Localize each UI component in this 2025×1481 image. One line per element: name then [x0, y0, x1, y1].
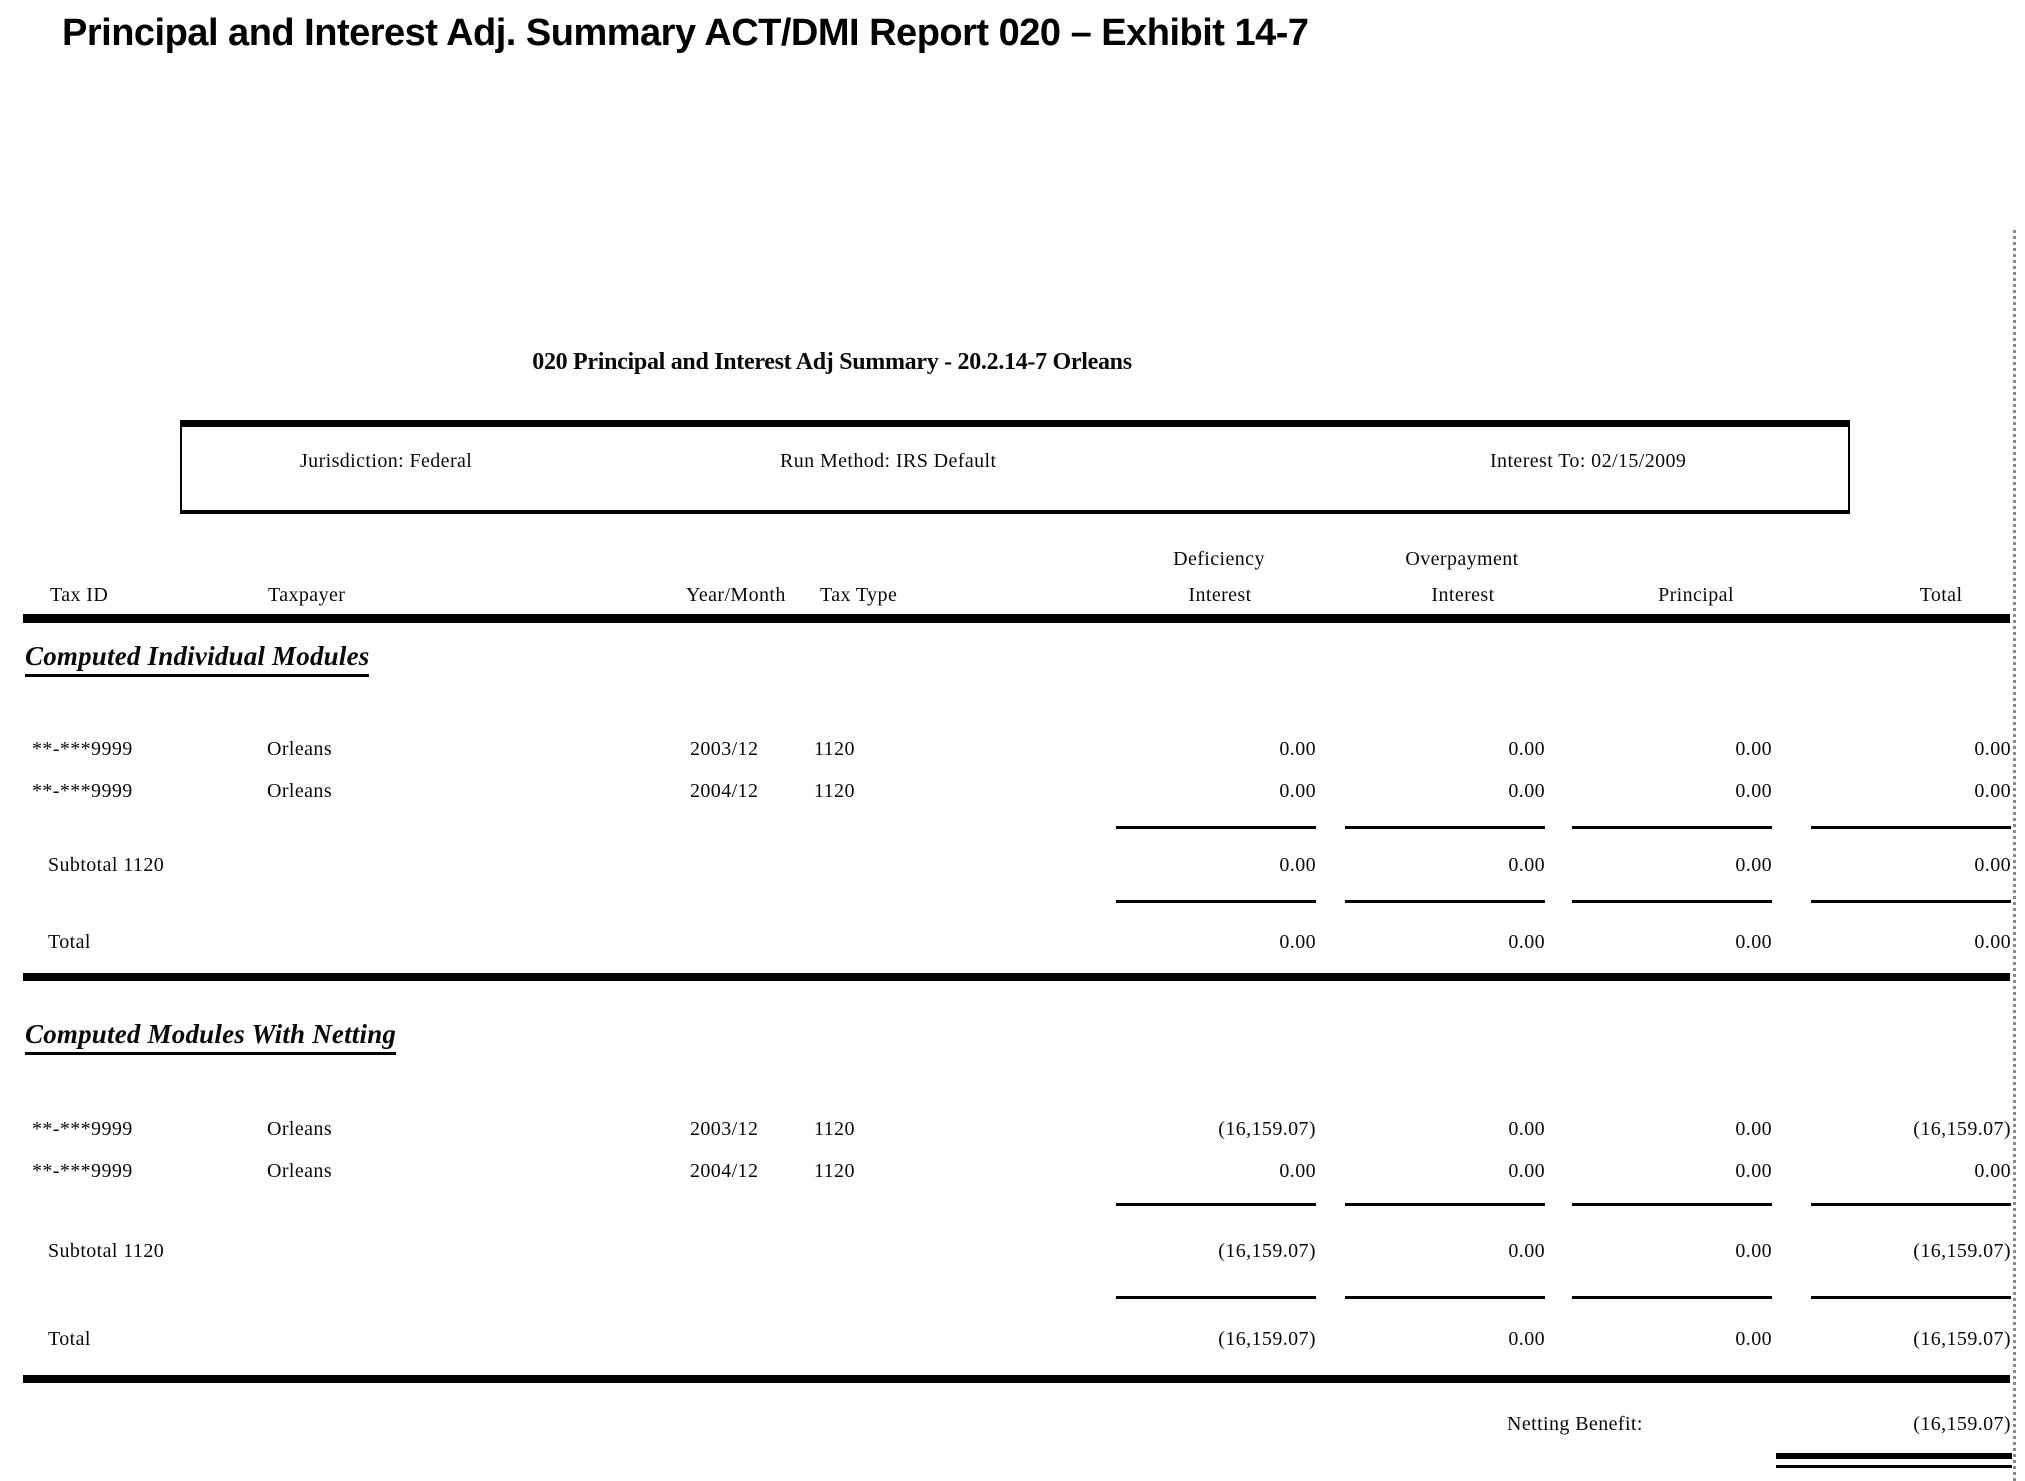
overpayment-interest-cell: 0.00 — [1508, 780, 1545, 802]
total-cell: (16,159.07) — [1913, 1240, 2011, 1262]
column-header-row-1 — [0, 548, 2025, 574]
column-underline — [1811, 1203, 2011, 1206]
total-cell: (16,159.07) — [1913, 1118, 2011, 1140]
total-cell: 0.00 — [1974, 931, 2011, 953]
column-header-tax-id: Tax ID — [50, 584, 109, 606]
tax-type-cell: 1120 — [814, 1118, 855, 1140]
column-underline — [1345, 1203, 1545, 1206]
table-row — [0, 738, 2025, 764]
total-cell: 0.00 — [1974, 780, 2011, 802]
column-underline — [1572, 826, 1772, 829]
year-month-cell: 2004/12 — [690, 1160, 759, 1182]
column-underline — [1811, 1296, 2011, 1299]
tax-type-cell: 1120 — [814, 780, 855, 802]
subtotal-row — [0, 1240, 2025, 1266]
overpayment-interest-cell: 0.00 — [1508, 1240, 1545, 1262]
column-header-tax-type: Tax Type — [820, 584, 898, 606]
total-label: Total — [48, 931, 91, 953]
column-header-principal: Principal — [1658, 584, 1734, 606]
column-underline-group — [0, 900, 2025, 926]
principal-cell: 0.00 — [1735, 1160, 1772, 1182]
column-header-taxpayer: Taxpayer — [268, 584, 346, 606]
deficiency-interest-cell: 0.00 — [1279, 854, 1316, 876]
netting-benefit-label: Netting Benefit: — [1507, 1413, 1643, 1435]
column-header-overpayment: Overpayment — [1405, 548, 1519, 570]
table-row — [0, 780, 2025, 806]
header-rule — [23, 614, 2010, 623]
jurisdiction-label: Jurisdiction: Federal — [300, 450, 473, 472]
subtotal-row — [0, 854, 2025, 880]
column-underline-group — [0, 826, 2025, 852]
page-edge-dotted-line — [2013, 230, 2016, 1481]
taxpayer-cell: Orleans — [267, 1118, 332, 1140]
section-heading-individual-modules: Computed Individual Modules — [25, 641, 369, 677]
column-header-year-month: Year/Month — [686, 584, 786, 606]
column-underline — [1811, 900, 2011, 903]
report-title: 020 Principal and Interest Adj Summary - 20.2.14-7 Orleans — [532, 349, 1132, 375]
netting-benefit-row — [0, 1413, 2025, 1439]
column-header-overpayment-interest: Interest — [1431, 584, 1495, 606]
column-underline — [1116, 826, 1316, 829]
subtotal-label: Subtotal 1120 — [48, 1240, 165, 1262]
year-month-cell: 2004/12 — [690, 780, 759, 802]
overpayment-interest-cell: 0.00 — [1508, 1160, 1545, 1182]
taxpayer-cell: Orleans — [267, 780, 332, 802]
column-underline — [1345, 900, 1545, 903]
column-underline — [1345, 1296, 1545, 1299]
overpayment-interest-cell: 0.00 — [1508, 1328, 1545, 1350]
principal-cell: 0.00 — [1735, 1328, 1772, 1350]
run-method-label: Run Method: IRS Default — [780, 450, 997, 472]
deficiency-interest-cell: 0.00 — [1279, 738, 1316, 760]
tax-type-cell: 1120 — [814, 1160, 855, 1182]
deficiency-interest-cell: (16,159.07) — [1218, 1328, 1316, 1350]
overpayment-interest-cell: 0.00 — [1508, 931, 1545, 953]
overpayment-interest-cell: 0.00 — [1508, 854, 1545, 876]
column-underline — [1572, 1203, 1772, 1206]
column-header-deficiency: Deficiency — [1173, 548, 1265, 570]
deficiency-interest-cell: 0.00 — [1279, 1160, 1316, 1182]
section-heading-modules-with-netting: Computed Modules With Netting — [25, 1019, 396, 1055]
total-cell: 0.00 — [1974, 854, 2011, 876]
tax-id-cell: **-***9999 — [32, 1118, 133, 1140]
overpayment-interest-cell: 0.00 — [1508, 738, 1545, 760]
section-divider-rule — [23, 973, 2010, 981]
column-underline — [1572, 1296, 1772, 1299]
total-row — [0, 1328, 2025, 1354]
column-underline — [1345, 826, 1545, 829]
column-underline — [1116, 1296, 1316, 1299]
column-underline — [1116, 1203, 1316, 1206]
deficiency-interest-cell: 0.00 — [1279, 780, 1316, 802]
netting-benefit-double-rule-bottom — [1776, 1465, 2012, 1468]
column-header-total: Total — [1919, 584, 1963, 606]
column-underline-group — [0, 1296, 2025, 1322]
deficiency-interest-cell: (16,159.07) — [1218, 1240, 1316, 1262]
column-header-deficiency-interest: Interest — [1188, 584, 1252, 606]
table-row — [0, 1118, 2025, 1144]
taxpayer-cell: Orleans — [267, 1160, 332, 1182]
column-underline-group — [0, 1203, 2025, 1229]
netting-benefit-value: (16,159.07) — [1913, 1413, 2011, 1435]
tax-id-cell: **-***9999 — [32, 738, 133, 760]
principal-cell: 0.00 — [1735, 854, 1772, 876]
column-header-row-2 — [0, 584, 2025, 610]
column-underline — [1811, 826, 2011, 829]
section-divider-rule — [23, 1375, 2010, 1383]
deficiency-interest-cell: (16,159.07) — [1218, 1118, 1316, 1140]
column-underline — [1116, 900, 1316, 903]
total-label: Total — [48, 1328, 91, 1350]
principal-cell: 0.00 — [1735, 1240, 1772, 1262]
tax-id-cell: **-***9999 — [32, 780, 133, 802]
principal-cell: 0.00 — [1735, 738, 1772, 760]
principal-cell: 0.00 — [1735, 1118, 1772, 1140]
netting-benefit-double-rule-top — [1776, 1453, 2012, 1459]
total-row — [0, 931, 2025, 957]
page-title: Principal and Interest Adj. Summary ACT/DMI Report 020 – Exhibit 14-7 — [62, 12, 1309, 54]
total-cell: (16,159.07) — [1913, 1328, 2011, 1350]
year-month-cell: 2003/12 — [690, 738, 759, 760]
taxpayer-cell: Orleans — [267, 738, 332, 760]
table-row — [0, 1160, 2025, 1186]
overpayment-interest-cell: 0.00 — [1508, 1118, 1545, 1140]
subtotal-label: Subtotal 1120 — [48, 854, 165, 876]
tax-id-cell: **-***9999 — [32, 1160, 133, 1182]
principal-cell: 0.00 — [1735, 780, 1772, 802]
tax-type-cell: 1120 — [814, 738, 855, 760]
column-underline — [1572, 900, 1772, 903]
total-cell: 0.00 — [1974, 738, 2011, 760]
interest-to-label: Interest To: 02/15/2009 — [1490, 450, 1687, 472]
deficiency-interest-cell: 0.00 — [1279, 931, 1316, 953]
report-info-box — [180, 420, 1850, 514]
principal-cell: 0.00 — [1735, 931, 1772, 953]
year-month-cell: 2003/12 — [690, 1118, 759, 1140]
total-cell: 0.00 — [1974, 1160, 2011, 1182]
